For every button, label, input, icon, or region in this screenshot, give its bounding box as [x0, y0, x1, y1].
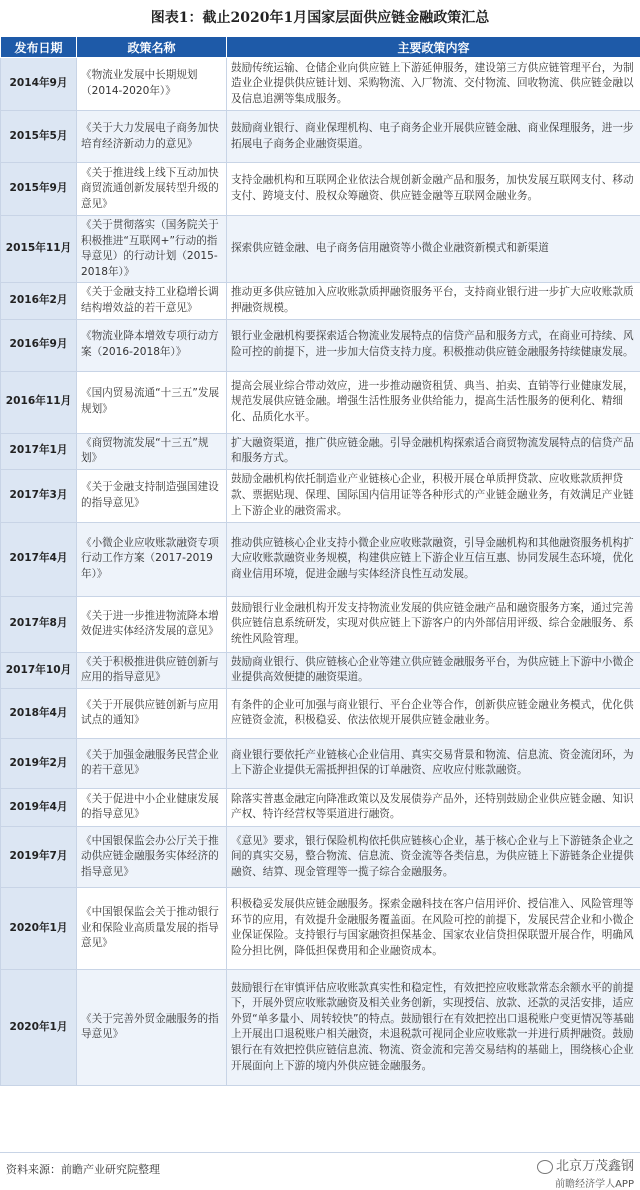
policy-name: 《关于促进中小企业健康发展的指导意见》	[77, 788, 227, 826]
policy-date: 2019年4月	[1, 788, 77, 826]
policy-date: 2016年11月	[1, 371, 77, 433]
policy-name: 《国内贸易流通“十三五”发展规划》	[77, 371, 227, 433]
policy-content: 积极稳妥发展供应链金融服务。探索金融科技在客户信用评价、授信准入、风险管理等环节的应用，有效提升金融服务覆盖面。在风险可控的前提下，发展民营企业和小微企业保证保险。支持银行与国家融资担保基金、国家农业信贷担保联盟开展合作，明确风险分担比例，降低担保费用和企业融资成本。	[227, 887, 640, 969]
table-title: 图表1：截止2020年1月国家层面供应链金融政策汇总	[0, 0, 640, 36]
source-note: 资料来源：前瞻产业研究院整理	[6, 1161, 160, 1177]
watermark-main-text: 北京万茂鑫钢	[556, 1159, 634, 1174]
table-row	[1, 652, 640, 688]
watermark-main	[537, 1155, 634, 1174]
policy-content: 鼓励商业银行、供应链核心企业等建立供应链金融服务平台，为供应链上下游中小微企业提供高效便捷的融资渠道。	[227, 652, 640, 688]
policy-date: 2019年7月	[1, 826, 77, 887]
policy-content: 除落实普惠金融定向降准政策以及发展债券产品外，还特别鼓励企业供应链金融、知识产权、特许经营权等渠道进行融资。	[227, 788, 640, 826]
table-row	[1, 58, 640, 111]
policy-date: 2018年4月	[1, 688, 77, 738]
policy-date: 2020年1月	[1, 969, 77, 1085]
policy-name: 《关于大力发展电子商务加快培育经济新动力的意见》	[77, 111, 227, 163]
policy-date: 2017年10月	[1, 652, 77, 688]
table-row	[1, 283, 640, 319]
policy-name: 《物流业发展中长期规划（2014-2020年）》	[77, 58, 227, 111]
policy-date: 2015年9月	[1, 163, 77, 216]
table-row	[1, 788, 640, 826]
policy-content: 支持金融机构和互联网企业依法合规创新金融产品和服务，加快发展互联网支付、移动支付、跨境支付、股权众筹融资、供应链金融等互联网金融业务。	[227, 163, 640, 216]
policy-content: 鼓励银行业金融机构开发支持物流业发展的供应链金融产品和融资服务方案，通过完善供应链信息系统研发，实现对供应链上下游客户的内外部信用评级、综合金融服务、系统性风险管理。	[227, 596, 640, 652]
policy-name: 《关于开展供应链创新与应用试点的通知》	[77, 688, 227, 738]
policy-content: 鼓励传统运输、仓储企业向供应链上下游延伸服务，建设第三方供应链管理平台，为制造业企业提供供应链计划、采购物流、入厂物流、交付物流、回收物流、供应链金融以及信息追溯等集成服务。	[227, 58, 640, 111]
table-body	[1, 58, 640, 1086]
policy-date: 2016年9月	[1, 319, 77, 371]
policy-name: 《中国银保监会办公厅关于推动供应链金融服务实体经济的指导意见》	[77, 826, 227, 887]
policy-name: 《关于加强金融服务民营企业的若干意见》	[77, 738, 227, 788]
table-row	[1, 969, 640, 1085]
policy-name: 《关于完善外贸金融服务的指导意见》	[77, 969, 227, 1085]
policy-content: 推动更多供应链加入应收账款质押融资服务平台，支持商业银行进一步扩大应收账款质押融资规模。	[227, 283, 640, 319]
policy-date: 2015年5月	[1, 111, 77, 163]
table-row	[1, 163, 640, 216]
policy-content: 银行业金融机构要探索适合物流业发展特点的信贷产品和服务方式，在商业可持续、风险可控的前提下，进一步加大信贷支持力度。积极推动供应链金融服务持续健康发展。	[227, 319, 640, 371]
table-row	[1, 433, 640, 469]
table-row	[1, 688, 640, 738]
table-row	[1, 111, 640, 163]
watermark	[537, 1155, 634, 1190]
policy-content: 《意见》要求，银行保险机构依托供应链核心企业，基于核心企业与上下游链条企业之间的真实交易，整合物流、信息流、资金流等各类信息，为供应链上下游链条企业提供融资、结算、现金管理等一揽子综合金融服务。	[227, 826, 640, 887]
policy-name: 《关于积极推进供应链创新与应用的指导意见》	[77, 652, 227, 688]
policy-content: 商业银行要依托产业链核心企业信用、真实交易背景和物流、信息流、资金流闭环，为上下游企业提供无需抵押担保的订单融资、应收应付账款融资。	[227, 738, 640, 788]
policy-name: 《关于金融支持制造强国建设的指导意见》	[77, 469, 227, 522]
table-header-row	[1, 37, 640, 58]
table-row	[1, 469, 640, 522]
policy-content: 有条件的企业可加强与商业银行、平台企业等合作，创新供应链金融业务模式，优化供应链资金流，积极稳妥、依法依规开展供应链金融业务。	[227, 688, 640, 738]
table-row	[1, 216, 640, 283]
policy-date: 2017年3月	[1, 469, 77, 522]
policy-content: 探索供应链金融、电子商务信用融资等小微企业融资新模式和新渠道	[227, 216, 640, 283]
footer	[0, 1152, 640, 1184]
header-policy-content: 主要政策内容	[227, 37, 640, 58]
policy-name: 《关于金融支持工业稳增长调结构增效益的若干意见》	[77, 283, 227, 319]
policy-content: 鼓励金融机构依托制造业产业链核心企业，积极开展仓单质押贷款、应收账款质押贷款、票据贴现、保理、国际国内信用证等各种形式的产业链金融业务，有效满足产业链上下游企业的融资需求。	[227, 469, 640, 522]
policy-name: 《小微企业应收账款融资专项行动工作方案（2017-2019年）》	[77, 522, 227, 596]
policy-table	[0, 36, 640, 1086]
header-date: 发布日期	[1, 37, 77, 58]
policy-name: 《物流业降本增效专项行动方案（2016-2018年）》	[77, 319, 227, 371]
policy-date: 2020年1月	[1, 887, 77, 969]
policy-date: 2014年9月	[1, 58, 77, 111]
table-row	[1, 826, 640, 887]
policy-name: 《商贸物流发展“十三五”规划》	[77, 433, 227, 469]
table-row	[1, 738, 640, 788]
policy-content: 鼓励商业银行、商业保理机构、电子商务企业开展供应链金融、商业保理服务，进一步拓展电子商务企业融资渠道。	[227, 111, 640, 163]
policy-name: 《中国银保监会关于推动银行业和保险业高质量发展的指导意见》	[77, 887, 227, 969]
table-row	[1, 887, 640, 969]
table-row	[1, 596, 640, 652]
policy-date: 2017年8月	[1, 596, 77, 652]
policy-date: 2015年11月	[1, 216, 77, 283]
policy-date: 2019年2月	[1, 738, 77, 788]
policy-content: 鼓励银行在审慎评估应收账款真实性和稳定性，有效把控应收账款常态余额水平的前提下，开展外贸应收账款融资及相关业务创新，实现授信、放款、还款的灵活安排，适应外贸“单多量小、周转较快”的特点。鼓励银行在有效把控出口退税账户变更情况等基础上开展出口退税账户相关融资，未退税款可视同企业应收账款一并进行质押融资。鼓励银行在有效把控供应链信息流、物流、资金流和完善交易结构的基础上，围绕核心企业开展面向上下游的境内外供应链金融服务。	[227, 969, 640, 1085]
policy-date: 2016年2月	[1, 283, 77, 319]
table-row	[1, 319, 640, 371]
table-row	[1, 371, 640, 433]
policy-date: 2017年1月	[1, 433, 77, 469]
policy-name: 《关于贯彻落实（国务院关于积极推进“互联网+”行动的指导意见）的行动计划（2015-2018年）》	[77, 216, 227, 283]
policy-name: 《关于进一步推进物流降本增效促进实体经济发展的意见》	[77, 596, 227, 652]
table-row	[1, 522, 640, 596]
policy-date: 2017年4月	[1, 522, 77, 596]
wechat-icon	[537, 1160, 553, 1174]
policy-content: 推动供应链核心企业支持小微企业应收账款融资，引导金融机构和其他融资服务机构扩大应收账款融资业务规模，构建供应链上下游企业互信互惠、协同发展生态环境，优化商业信用环境，促进金融与实体经济良性互动发展。	[227, 522, 640, 596]
policy-content: 扩大融资渠道，推广供应链金融。引导金融机构探索适合商贸物流发展特点的信贷产品和服务方式。	[227, 433, 640, 469]
watermark-sub: 前瞻经济学人APP	[537, 1175, 634, 1190]
policy-content: 提高会展业综合带动效应，进一步推动融资租赁、典当、拍卖、直销等行业健康发展，规范发展供应链金融。增强生活性服务业供给能力，提高生活性服务的便利化、精细化、品质化水平。	[227, 371, 640, 433]
policy-name: 《关于推进线上线下互动加快商贸流通创新发展转型升级的意见》	[77, 163, 227, 216]
header-policy-name: 政策名称	[77, 37, 227, 58]
